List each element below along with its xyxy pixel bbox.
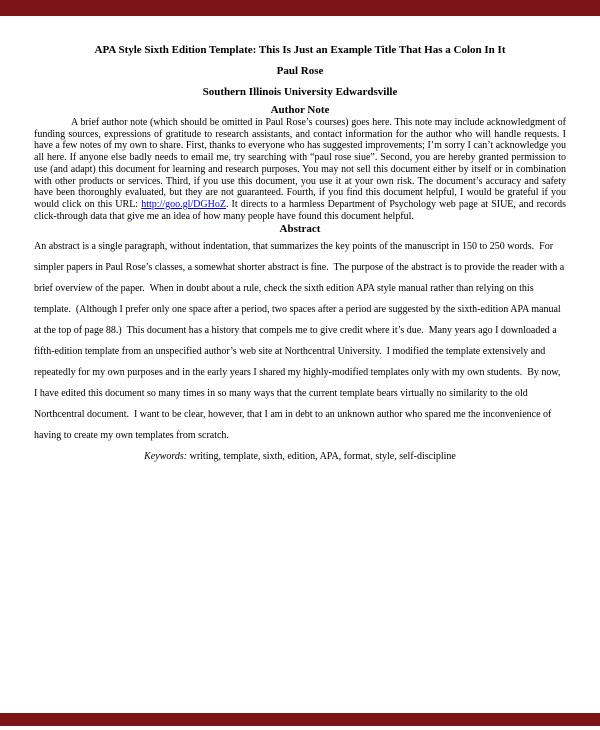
keywords-text: writing, template, sixth, edition, APA, format, style, self-discipline xyxy=(187,451,456,463)
author-name: Paul Rose xyxy=(276,65,324,77)
author-note-paragraph xyxy=(34,117,566,222)
paper-title: APA Style Sixth Edition Template: This Is Just an Example Title That Has a Colon In It xyxy=(94,44,506,56)
feedback-url-link[interactable]: http://goo.gl/DGHoZ xyxy=(141,198,226,210)
top-border-bar xyxy=(0,0,600,16)
abstract-paragraph: An abstract is a single paragraph, without indentation, that summarizes the key points of the manuscript in 150 to 250 words. For simpler papers in Paul Rose’s classes, a somewhat shorter abstract is fine. The purpose of the abstract is to provide the reader with a brief overview of the paper. When in doubt about a rule, check the sixth edition APA style manual rather than relying on this template. (Although I prefer only one space after a period, two spaces after a period are suggested by the sixth-edition APA manual at the top of page 88.) This document has a history that compels me to give credit where it’s due. Many years ago I downloaded a fifth-edition template from an unspecified author’s web site at Northcentral University. I modified the template extensively and repeatedly for my own purposes and in the early years I shared my highly-modified templates only with my own students. By now, I have edited this document so many times in so many ways that the current template bears virtually no similarity to the old Northcentral document. I want to be clear, however, that I am in debt to an unknown author who spared me the inconvenience of having to create my own templates from scratch. xyxy=(34,241,567,442)
note-text-after-link: . It directs to a harmless Department of Psychology web page at SIUE, and records click-through data that give me an idea of how many people have found this document helpful. xyxy=(34,198,566,222)
author-note-heading: Author Note xyxy=(270,104,330,116)
bottom-border-bar xyxy=(0,713,600,726)
abstract-heading: Abstract xyxy=(279,223,321,236)
page-content xyxy=(34,16,566,467)
keywords-label: Keywords: xyxy=(144,451,188,463)
note-text-before-link: A brief author note (which should be omitted in Paul Rose’s courses) goes here. This note may include acknowledgment of funding sources, expressions of gratitude to research assistants, and contact information for the author who will handle requests. I have a few notes of my own to share. First, thanks to everyone who has suggested improvements; I’m sorry I can’t acknowledge you all here. If anyone else badly needs to email me, try searching with “paul rose siue”. Second, you are hereby granted permission to use (and adapt) this document for learning and research purposes. You may not sell this document either by itself or in combination with other products or services. Third, if you use this document, you use it at your own risk. The document’s accuracy and safety have been thoroughly evaluated, but they are not guaranteed. Fourth, if you find this document helpful, I would be grateful if you would click on this URL: xyxy=(34,117,566,210)
affiliation: Southern Illinois University Edwardsville xyxy=(202,86,398,98)
keywords-line xyxy=(34,446,566,467)
